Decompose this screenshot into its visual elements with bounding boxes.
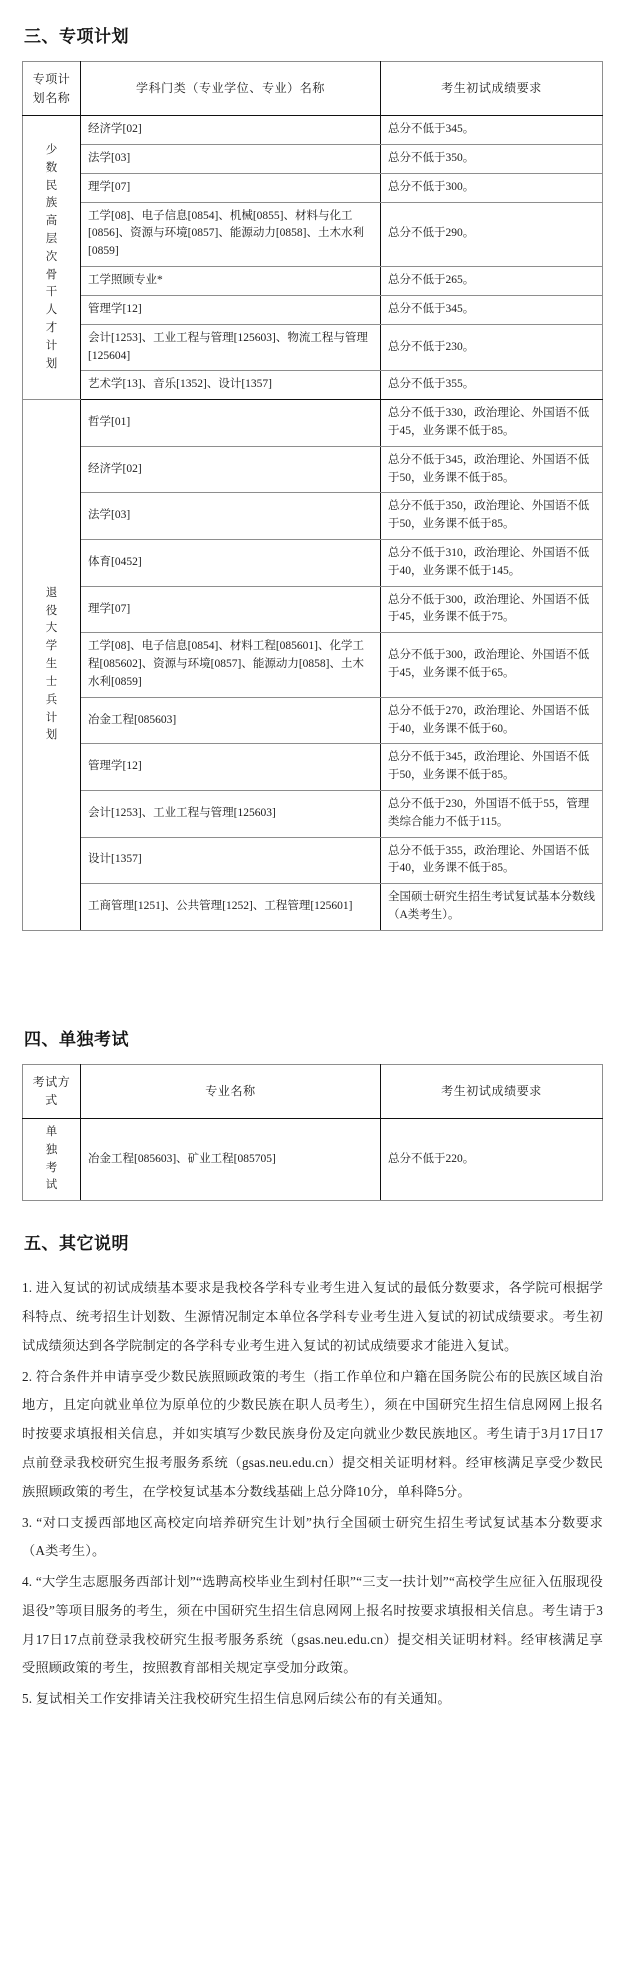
- special-plans-table-body: [23, 116, 603, 931]
- table-row: [23, 202, 603, 266]
- table-row: [23, 697, 603, 744]
- table-row: [23, 884, 603, 931]
- table-row: [23, 324, 603, 371]
- section-spacer: [22, 931, 603, 1007]
- discipline-cell: 法学[03]: [81, 145, 381, 174]
- column-header-major: 专业名称: [81, 1064, 381, 1118]
- discipline-cell: 经济学[02]: [81, 446, 381, 493]
- requirement-cell: 总分不低于290。: [381, 202, 603, 266]
- table-row: [23, 400, 603, 447]
- requirement-cell: 总分不低于350。: [381, 145, 603, 174]
- requirement-cell: 总分不低于345。: [381, 116, 603, 145]
- plan-name-veteran: 退 役 大 学 生 士 兵 计 划: [23, 400, 81, 931]
- note-paragraph: 1. 进入复试的初试成绩基本要求是我校各学科专业考生进入复试的最低分数要求，各学院可根据学科特点、统考招生计划数、生源情况制定本单位各学科专业考生进入复试的初试成绩要求。考生初试成绩须达到各学院制定的各学科专业考生进入复试的初试成绩要求才能进入复试。: [22, 1280, 603, 1353]
- requirement-cell: 总分不低于270，政治理论、外国语不低于40，业务课不低于60。: [381, 697, 603, 744]
- column-header-exam-mode: 考试方式: [23, 1064, 81, 1118]
- special-plans-table: [22, 61, 603, 931]
- table-row: [23, 790, 603, 837]
- discipline-cell: 法学[03]: [81, 493, 381, 540]
- table-row: [23, 173, 603, 202]
- major-cell: 冶金工程[085603]、矿业工程[085705]: [81, 1119, 381, 1201]
- requirement-cell: 总分不低于355。: [381, 371, 603, 400]
- plan-name-minority: 少 数 民 族 高 层 次 骨 干 人 才 计 划: [23, 116, 81, 400]
- discipline-cell: 冶金工程[085603]: [81, 697, 381, 744]
- discipline-cell: 工学照顾专业*: [81, 267, 381, 296]
- column-header-requirement: 考生初试成绩要求: [381, 1064, 603, 1118]
- requirement-cell: 总分不低于350，政治理论、外国语不低于50，业务课不低于85。: [381, 493, 603, 540]
- section-heading-single-exam: 四、单独考试: [24, 1029, 129, 1049]
- discipline-cell: 体育[0452]: [81, 540, 381, 587]
- requirement-cell: 总分不低于330，政治理论、外国语不低于45，业务课不低于85。: [381, 400, 603, 447]
- table-row: [23, 116, 603, 145]
- column-header-plan-name: 专项计划名称: [23, 62, 81, 116]
- table-row: [23, 744, 603, 791]
- discipline-cell: 工商管理[1251]、公共管理[1252]、工程管理[125601]: [81, 884, 381, 931]
- discipline-cell: 艺术学[13]、音乐[1352]、设计[1357]: [81, 371, 381, 400]
- table-row: [23, 371, 603, 400]
- note-paragraph: 3. “对口支援西部地区高校定向培养研究生计划”执行全国硕士研究生招生考试复试基本分数要求（A类考生）。: [22, 1514, 603, 1559]
- note-paragraph: 4. “大学生志愿服务西部计划”“选聘高校毕业生到村任职”“三支一扶计划”“高校学生应征入伍服现役退役”等项目服务的考生，须在中国研究生招生信息网网上报名时按要求填报相关信息。考生请于3月17日17点前登录我校研究生报考服务系统（gsas.neu.edu.cn）提交相关证明材料。经审核满足享受照顾政策的考生，按照教育部相关规定享受加分政策。: [22, 1574, 603, 1676]
- table-header-row: [23, 62, 603, 116]
- requirement-cell: 总分不低于300，政治理论、外国语不低于45，业务课不低于75。: [381, 586, 603, 633]
- discipline-cell: 哲学[01]: [81, 400, 381, 447]
- discipline-cell: 工学[08]、电子信息[0854]、机械[0855]、材料与化工[0856]、资源与环境[0857]、能源动力[0858]、土木水利[0859]: [81, 202, 381, 266]
- discipline-cell: 工学[08]、电子信息[0854]、材料工程[085601]、化学工程[085602]、资源与环境[0857]、能源动力[0858]、土木水利[0859]: [81, 633, 381, 697]
- requirement-cell: 总分不低于345，政治理论、外国语不低于50，业务课不低于85。: [381, 744, 603, 791]
- requirement-cell: 总分不低于355，政治理论、外国语不低于40，业务课不低于85。: [381, 837, 603, 884]
- discipline-cell: 管理学[12]: [81, 295, 381, 324]
- single-exam-table-head: [23, 1064, 603, 1118]
- table-row: [23, 267, 603, 296]
- discipline-cell: 会计[1253]、工业工程与管理[125603]、物流工程与管理[125604]: [81, 324, 381, 371]
- table-row: [23, 493, 603, 540]
- other-notes-body: [22, 1268, 603, 1714]
- table-row: [23, 837, 603, 884]
- table-row: [23, 145, 603, 174]
- table-row: [23, 540, 603, 587]
- discipline-cell: 经济学[02]: [81, 116, 381, 145]
- discipline-cell: 会计[1253]、工业工程与管理[125603]: [81, 790, 381, 837]
- section-heading-special-plans: 三、专项计划: [24, 27, 129, 46]
- discipline-cell: 理学[07]: [81, 173, 381, 202]
- requirement-cell: 总分不低于345。: [381, 295, 603, 324]
- note-paragraph: 2. 符合条件并申请享受少数民族照顾政策的考生（指工作单位和户籍在国务院公布的民族区域自治地方，且定向就业单位为原单位的少数民族在职人员考生），须在中国研究生招生信息网网上报名时按要求填报相关信息，并如实填写少数民族身份及定向就业少数民族地区。考生请于3月17日17点前登录我校研究生报考服务系统（gsas.neu.edu.cn）提交相关证明材料。经审核满足享受少数民族照顾政策的考生，在学校复试基本分数线基础上总分降10分，单科降5分。: [22, 1368, 603, 1499]
- discipline-cell: 管理学[12]: [81, 744, 381, 791]
- single-exam-table-body: [23, 1119, 603, 1201]
- table-row: [23, 586, 603, 633]
- note-paragraph: 5. 复试相关工作安排请关注我校研究生招生信息网后续公布的有关通知。: [22, 1691, 451, 1707]
- table-row: [23, 633, 603, 697]
- requirement-cell: 总分不低于310，政治理论、外国语不低于40，业务课不低于145。: [381, 540, 603, 587]
- discipline-cell: 设计[1357]: [81, 837, 381, 884]
- single-exam-table: [22, 1064, 603, 1201]
- column-header-discipline: 学科门类（专业学位、专业）名称: [81, 62, 381, 116]
- requirement-cell: 总分不低于345，政治理论、外国语不低于50，业务课不低于85。: [381, 446, 603, 493]
- requirement-cell: 总分不低于220。: [381, 1119, 603, 1201]
- discipline-cell: 理学[07]: [81, 586, 381, 633]
- requirement-cell: 全国硕士研究生招生考试复试基本分数线（A类考生）。: [381, 884, 603, 931]
- requirement-cell: 总分不低于300，政治理论、外国语不低于45，业务课不低于65。: [381, 633, 603, 697]
- column-header-requirement: 考生初试成绩要求: [381, 62, 603, 116]
- exam-mode-cell: 单 独 考 试: [23, 1119, 81, 1201]
- table-row: [23, 295, 603, 324]
- section-spacer: [22, 1201, 603, 1211]
- table-row: [23, 1119, 603, 1201]
- table-header-row: [23, 1064, 603, 1118]
- requirement-cell: 总分不低于230，外国语不低于55，管理类综合能力不低于115。: [381, 790, 603, 837]
- requirement-cell: 总分不低于300。: [381, 173, 603, 202]
- requirement-cell: 总分不低于230。: [381, 324, 603, 371]
- special-plans-table-head: [23, 62, 603, 116]
- section-heading-other-notes: 五、其它说明: [24, 1234, 129, 1254]
- requirement-cell: 总分不低于265。: [381, 267, 603, 296]
- table-row: [23, 446, 603, 493]
